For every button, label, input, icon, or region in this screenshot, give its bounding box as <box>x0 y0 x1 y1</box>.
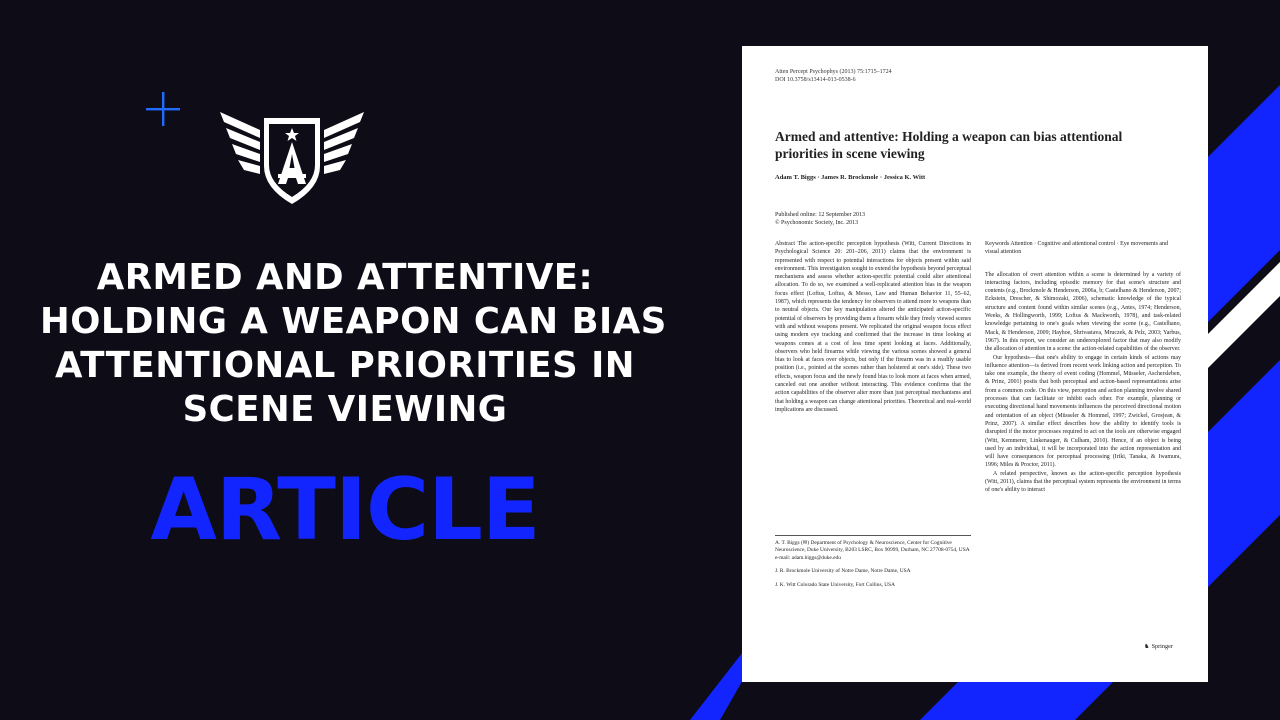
body-paragraph: A related perspective, known as the action-specific perception hypothesis (Witt, 2011), claims that the perceptual system represents the environment in terms of one's ability to interact <box>985 470 1181 494</box>
article-label: ARTICLE <box>150 460 540 560</box>
title-line: HOLDING A WEAPON CAN BIAS <box>40 301 667 342</box>
affiliation: J. K. Witt Colorado State University, Fort Collins, USA <box>775 581 896 588</box>
title-line: SCENE VIEWING <box>182 389 508 430</box>
affiliation: J. R. Brockmole University of Notre Dame, Notre Dame, USA <box>775 568 911 575</box>
springer-horse-icon: ♞ <box>1144 643 1150 650</box>
copyright: © Psychonomic Society, Inc. 2013 <box>775 220 859 226</box>
published-date: Published online: 12 September 2013 <box>775 212 865 218</box>
journal-citation <box>775 68 892 84</box>
page-title <box>40 256 667 432</box>
body-paragraph: The allocation of overt attention within a scene is determined by a variety of interacting factors, including episodic memory for that scene's structure and contents (e.g., Brockmole & Henderson, 2006a, b; Castelhano & Henderson, 2007; Eckstein, Drescher, & Shimozaki, 2006), schematic knowledge of the typical structure and content found within similar scenes (e.g., Antes, 1974; Henderson, Weeks, & Hollingworth, 1999; Loftus & Mackworth, 1978), and task-related knowledge pertaining to one's goals when viewing the scene (e.g., Castelhano, Mack, & Henderson, 2009; Hayhoe, Shrivastava, Mruczek, & Pelz, 2003; Yarbus, 1967). In this report, we consider an underexplored factor that may also modify the allocation of attention in a scene: the action-related capabilities of the observer. <box>985 271 1181 353</box>
doi-line: DOI 10.3758/s13414-013-0538-6 <box>775 77 856 83</box>
title-line: ATTENTIONAL PRIORITIES IN <box>55 345 635 386</box>
winged-shield-a-logo <box>216 108 368 206</box>
divider <box>775 535 971 536</box>
affiliations <box>775 540 971 595</box>
journal-line: Atten Percept Psychophys (2013) 75:1715–1724 <box>775 69 892 75</box>
abstract: Abstract The action-specific perception hypothesis (Witt, Current Directions in Psychological Science 20: 201–206, 2011) claims that the environment is represented with respect to potential interactions for objects present within said environment. This investigation sought to extend the hypothesis beyond perceptual mechanisms and assess whether action-specific potential could alter attentional allocation. To do so, we examined a well-replicated attention bias in the weapon focus effect (Loftus, Loftus, & Messo, Law and Human Behavior 11, 55–62, 1987), which represents the tendency for observers to attend more to weapons than to neutral objects. Our key manipulation altered the anticipated action-specific potential of observers by providing them a firearm while they freely viewed scenes with and without weapons present. We replicated the original weapon focus effect using modern eye tracking and confirmed that the increase in time looking at weapons comes at a cost of less time spent looking at faces. Additionally, observers who held firearms while viewing the various scenes showed a general bias to look at faces over objects, but only if the firearm was in a readily usable position (i.e., pointed at the scenes rather than holstered at one's side). These two effects, weapon focus and the newly found bias to look more at faces when armed, canceled out one another without interacting. This evidence confirms that the action capabilities of the observer alter more than just perceptual mechanisms and that holding a weapon can change attentional priorities. Theoretical and real-world implications are discussed. <box>775 241 971 413</box>
paper-title: Armed and attentive: Holding a weapon can bias attentional priorities in scene viewing <box>775 129 1123 161</box>
body-column <box>985 240 1181 495</box>
publication-info <box>775 211 865 227</box>
paper-preview <box>742 46 1208 682</box>
body-paragraph: Our hypothesis—that one's ability to engage in certain kinds of actions may influence attention—is derived from recent work linking action and perception. To take one example, the theory of event coding (Hommel, Müsseler, Aschersleben, & Prinz, 2001) posits that both perceptual and action-based representations arise from a common code. On this view, perception and action planning involve shared processes that can facilitate or inhibit each other. For example, planning or executing directional hand movements influences the perceived directional motion and orientation of an object (Müsseler & Hommel, 1997; Zwickel, Grosjean, & Prinz, 2007). A similar effect describes how the ability to identify tools is disrupted if the motor processes required to act on the tools are otherwise engaged (Witt, Kemmerer, Linkenauger, & Culham, 2010). Hence, if an object is being used by an individual, it will be incorporated into the action representation and will have consequences for perceptual processing (Iriki, Tanaka, & Iwamura, 1996; Miles & Proctor, 2011). <box>985 354 1181 469</box>
publisher-mark <box>1144 643 1173 650</box>
plus-icon <box>146 92 180 126</box>
affiliation: A. T. Biggs (✉) Department of Psychology & Neuroscience, Center for Cognitive Neuroscience, Duke University, B203 LSRC, Box 90999, Durham, NC 27708-0754, USA e-mail: adam.biggs@duke.edu <box>775 540 970 561</box>
keywords: Keywords Attention · Cognitive and attentional control · Eye movements and visual attention <box>985 241 1168 256</box>
publisher-name: Springer <box>1151 643 1173 650</box>
paper-authors: Adam T. Biggs · James R. Brockmole · Jessica K. Witt <box>775 174 926 181</box>
title-line: ARMED AND ATTENTIVE: <box>96 257 594 298</box>
